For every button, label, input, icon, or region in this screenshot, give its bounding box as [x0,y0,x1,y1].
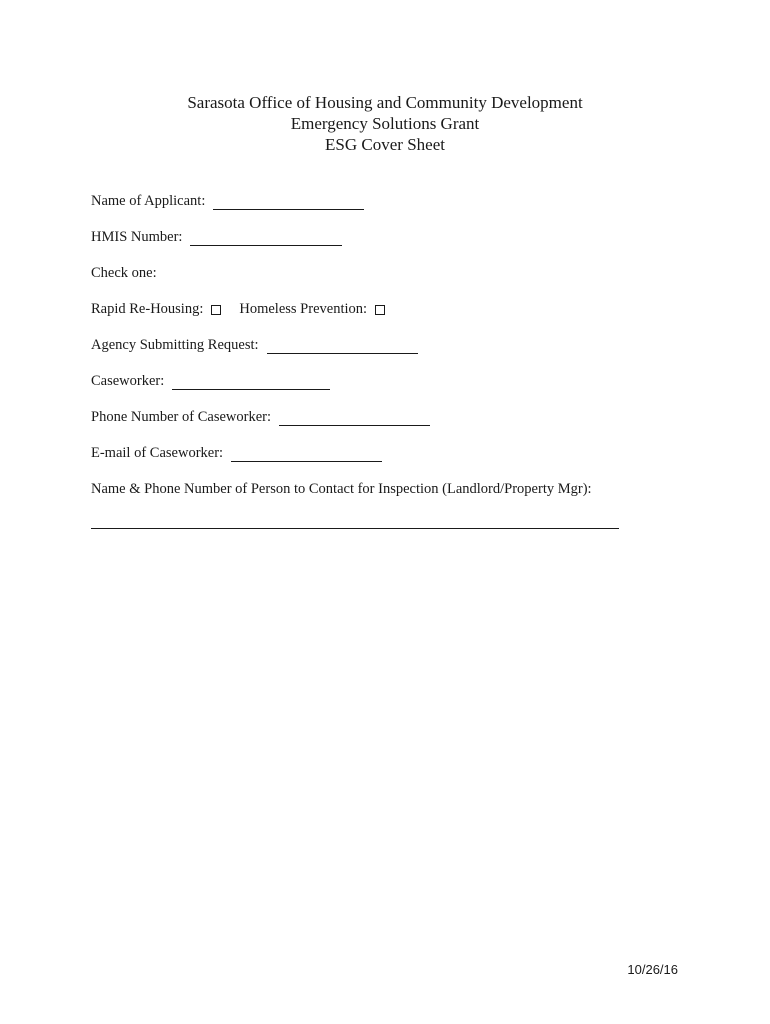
check-one-row [91,264,157,282]
revision-date: 10/26/16 [627,962,678,977]
agency-blank[interactable] [267,339,418,354]
header-title: ESG Cover Sheet [325,135,445,154]
contact-label: Name & Phone Number of Person to Contact for Inspection (Landlord/Property Mgr): [91,481,592,497]
caseworker-row [91,372,330,390]
homeless-prevention-label: Homeless Prevention: [239,301,368,317]
email-blank[interactable] [231,447,382,462]
check-one-label: Check one: [91,265,157,281]
hmis-blank[interactable] [190,231,342,246]
hmis-row [91,228,342,246]
homeless-prevention-checkbox[interactable] [375,305,385,315]
rapid-rehousing-label: Rapid Re-Housing: [91,301,204,317]
contact-row [91,480,592,498]
applicant-blank[interactable] [213,195,364,210]
email-row [91,444,382,462]
phone-row [91,408,430,426]
rapid-rehousing-checkbox[interactable] [211,305,221,315]
program-type-row [91,300,385,318]
phone-label: Phone Number of Caseworker: [91,409,271,425]
agency-label: Agency Submitting Request: [91,337,259,353]
agency-row [91,336,418,354]
contact-blank[interactable] [91,528,619,529]
header-program: Emergency Solutions Grant [290,114,480,133]
hmis-label: HMIS Number: [91,229,183,245]
header-organization: Sarasota Office of Housing and Community Development [187,93,583,112]
applicant-label: Name of Applicant: [91,193,206,209]
email-label: E-mail of Caseworker: [91,445,224,461]
applicant-row [91,192,364,210]
caseworker-label: Caseworker: [91,373,165,389]
document-header [0,92,770,155]
caseworker-blank[interactable] [172,375,330,390]
phone-blank[interactable] [279,411,430,426]
